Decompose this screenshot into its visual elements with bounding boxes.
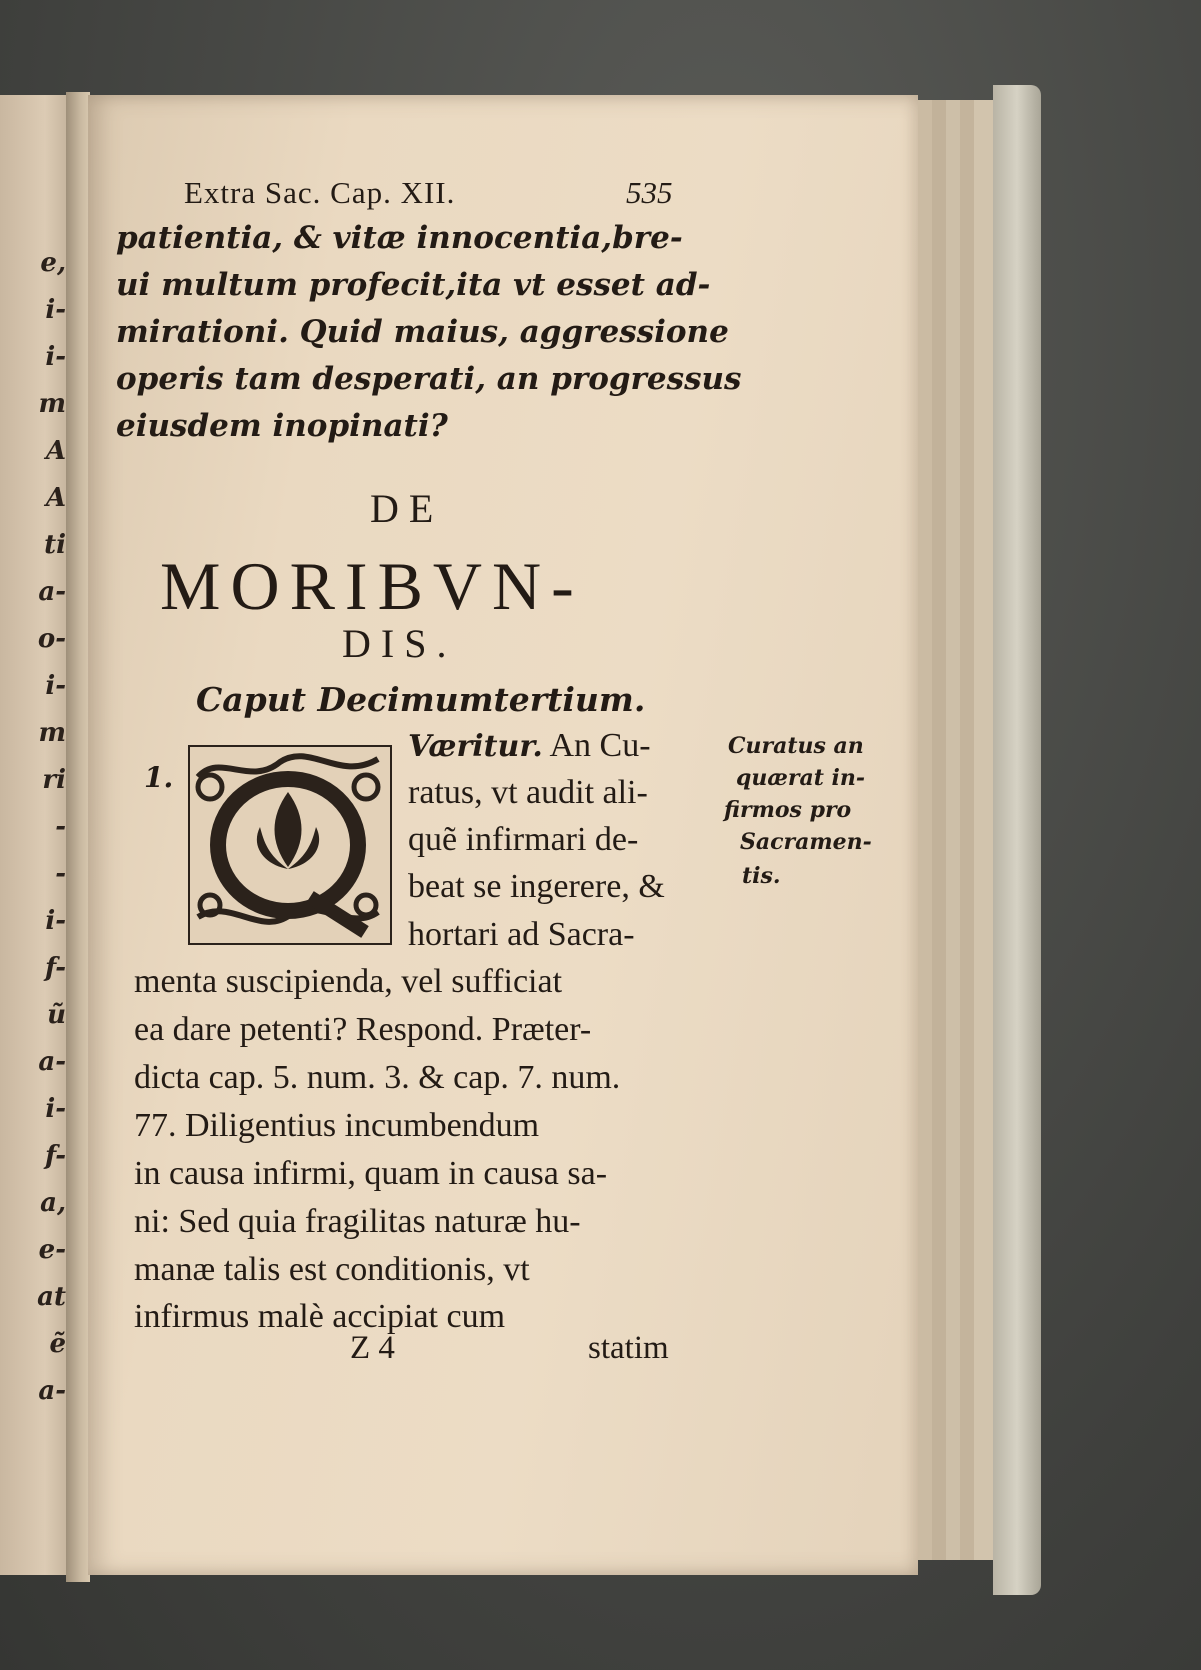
text-fragment: An Cu- [542,727,651,764]
text-line [408,729,651,763]
drop-cap-ornament-icon [190,747,386,939]
previous-page-fragment: e- [38,1237,66,1263]
page-edges [974,100,995,1560]
previous-page-fragment: i- [45,344,66,370]
text-line: quẽ infirmari de- [408,821,639,858]
text-line: hortari ad Sacra- [408,916,635,953]
section-number: 1. [144,761,174,794]
previous-page-fragment: a- [38,579,66,605]
page-edges [960,100,975,1560]
book-page [88,95,918,1575]
quaeritur-word: Væritur. [408,729,543,764]
previous-page-fragment: f- [44,955,66,981]
marginal-note-line: firmos pro [724,797,852,823]
previous-page-fragment: i- [45,908,66,934]
text-line: menta suscipienda, vel sufficiat [134,963,563,1000]
text-line: ratus, vt audit ali- [408,774,648,811]
intro-line: operis tam desperati, an progressus [116,361,742,397]
previous-page-fragment: i- [45,673,66,699]
previous-page-fragment: e, [40,250,66,276]
intro-line: patientia, & vitæ innocentia,bre- [116,220,683,256]
page-number: 535 [626,175,673,210]
text-line: 77. Diligentius incumbendum [134,1107,540,1144]
page-edges [946,100,961,1560]
marginal-note-line: Curatus an [728,733,864,759]
text-line: ni: Sed quia fragilitas naturæ hu- [134,1203,581,1240]
previous-page-fragment: ũ [47,1002,66,1028]
running-head: Extra Sac. Cap. XII. [184,175,456,210]
book-gutter [66,92,90,1582]
previous-page-fragment: m [38,391,66,417]
previous-page-fragment: m [38,720,66,746]
intro-line: mirationi. Quid maius, aggressione [116,314,729,350]
text-line: beat se ingerere, & [408,868,665,905]
previous-page-fragment: o- [37,626,66,652]
text-line: manæ talis est conditionis, vt [134,1251,530,1288]
previous-page-fragment: ẽ [49,1331,66,1357]
previous-page-fragment: a, [40,1190,66,1216]
previous-page-fragment: A [45,485,66,511]
previous-page-fragment: i- [45,1096,66,1122]
previous-page-fragment: ti [44,532,66,558]
signature-mark: Z 4 [350,1330,395,1366]
previous-page-fragment: at [37,1284,66,1310]
previous-page-fragment: f- [44,1143,66,1169]
previous-page-fragment: - [55,814,66,840]
chapter-title-line: DE [370,486,444,531]
marginal-note-line: Sacramen- [740,829,872,855]
text-line: infirmus malè accipiat cum [134,1298,506,1335]
book-cover-edge [993,85,1041,1595]
marginal-note-line: quærat in- [736,765,866,791]
text-line: ea dare petenti? Respond. Præter- [134,1011,592,1048]
page-edges [918,100,933,1560]
catchword: statim [588,1330,669,1366]
chapter-subtitle: Caput Decimumtertium. [196,680,646,719]
previous-page-fragment: a- [38,1049,66,1075]
previous-page-fragment: a- [38,1378,66,1404]
chapter-title-line: DIS. [342,621,457,666]
intro-line: eiusdem inopinati? [116,408,448,444]
previous-page-fragment: A [45,438,66,464]
previous-page-fragment: ri [42,767,66,793]
previous-page-fragment: - [55,861,66,887]
previous-page-fragment: i- [45,297,66,323]
chapter-title-line: MORIBVN- [160,548,584,624]
intro-line: ui multum profecit,ita vt esset ad- [116,267,711,303]
text-line: in causa infirmi, quam in causa sa- [134,1155,608,1192]
page-edges [932,100,947,1560]
text-line: dicta cap. 5. num. 3. & cap. 7. num. [134,1059,621,1096]
ornamental-drop-cap [188,745,392,945]
marginal-note-line: tis. [742,863,781,889]
